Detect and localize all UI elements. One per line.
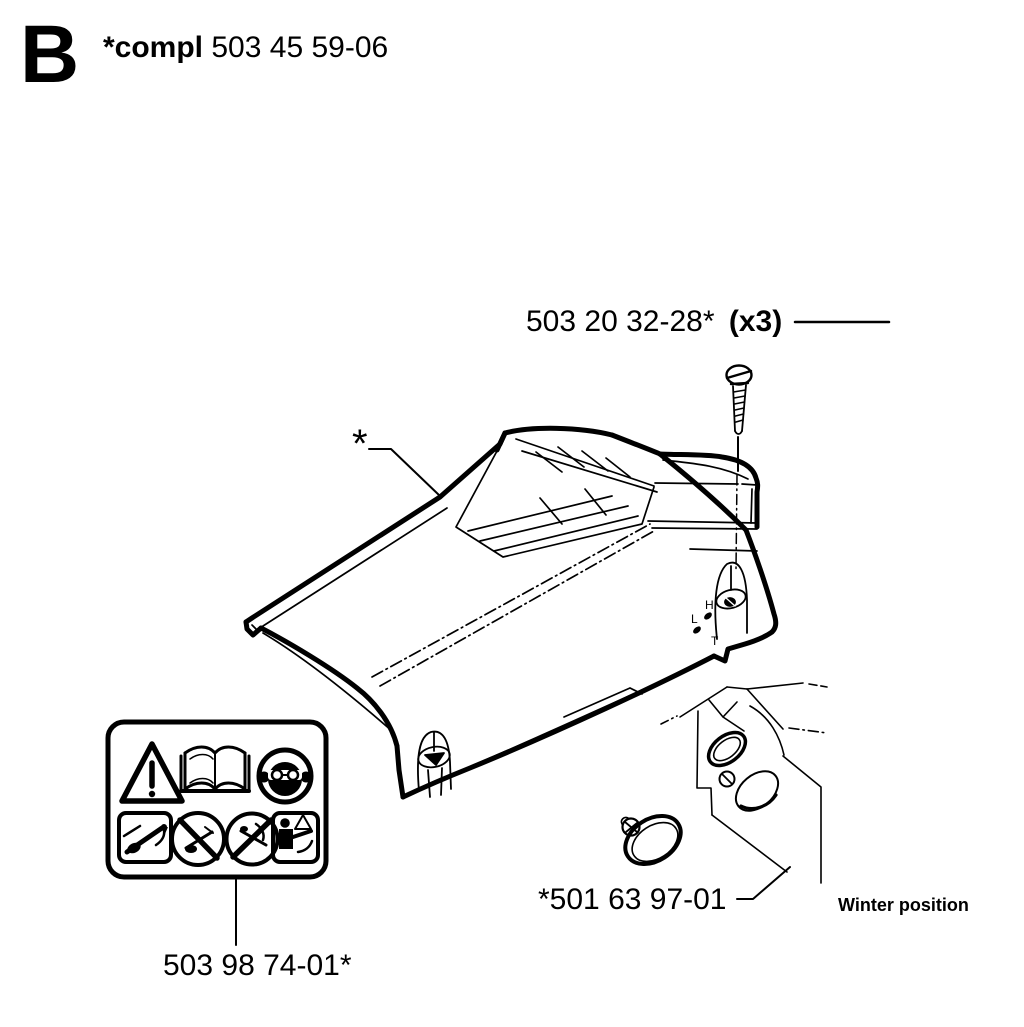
assembly-callout <box>103 33 388 63</box>
warning-decal-part-number: 503 98 74-01* <box>163 949 352 982</box>
ear-eye-protection-icon <box>259 750 312 802</box>
mounting-screw-quantity: (x3) <box>728 305 783 338</box>
section-letter: B <box>20 9 80 100</box>
two-hand-grip-warning-icon <box>273 813 318 862</box>
callout-leader-lines <box>236 322 889 945</box>
kickback-warning-icon <box>119 813 171 862</box>
low-jet-letter: L <box>691 612 698 626</box>
mounting-screw-callout <box>526 307 782 337</box>
crankcase-outline-drawing <box>661 683 827 883</box>
assembly-label: *compl <box>103 31 204 64</box>
warning-triangle-icon <box>122 744 182 801</box>
rear-screw-boss <box>714 563 748 639</box>
warning-decal-drawing <box>108 722 326 877</box>
cover-asterisk-marker: * <box>352 422 368 466</box>
no-one-hand-prohibition-icon <box>172 813 224 865</box>
mounting-screw-drawing <box>727 366 752 435</box>
cover-marker-leader <box>369 449 440 496</box>
idle-screw-letter: T <box>711 634 719 648</box>
high-jet-letter: H <box>705 598 714 612</box>
mounting-screw-part-number: 503 20 32-28* <box>526 305 715 338</box>
assembly-number: 503 45 59-06 <box>211 31 389 64</box>
winter-position-label: Winter position <box>838 895 969 915</box>
no-tip-contact-prohibition-icon <box>227 814 278 865</box>
read-manual-book-icon <box>181 747 249 791</box>
shutter-leader <box>737 867 790 899</box>
winter-shutter-drawing <box>616 806 689 874</box>
winter-shutter-part-number: *501 63 97-01 <box>538 883 727 916</box>
